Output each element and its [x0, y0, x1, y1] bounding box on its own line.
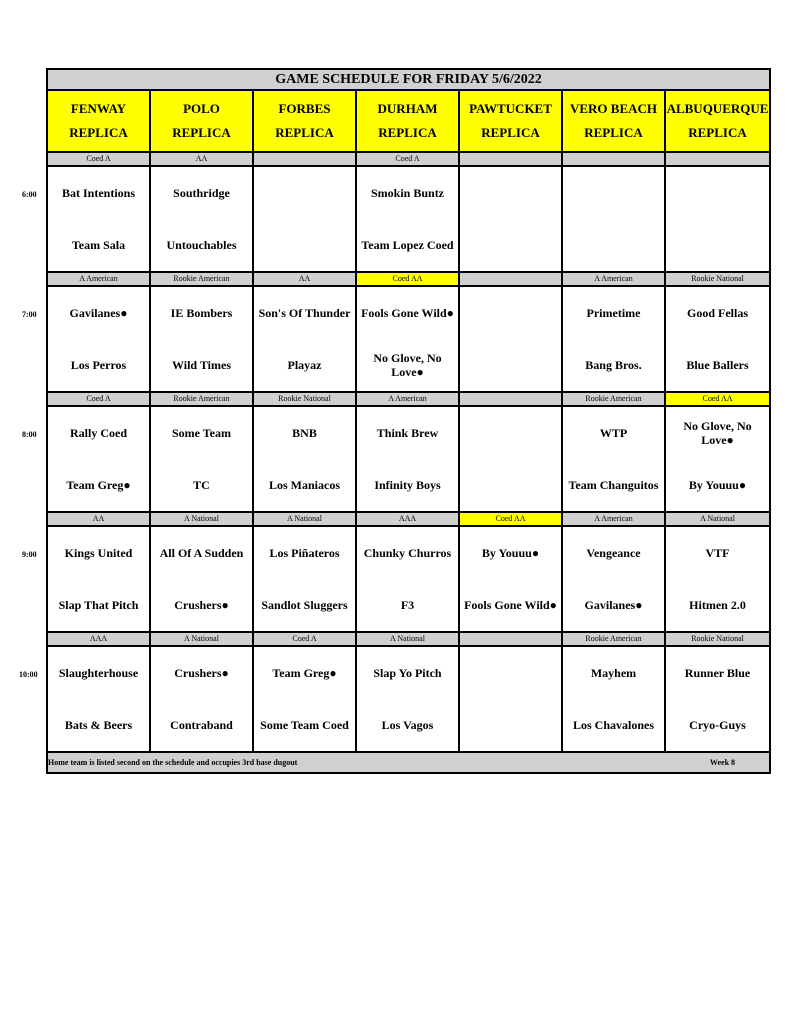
field-header-vero-beach: [562, 90, 665, 152]
division-label: Rookie American: [562, 632, 665, 646]
field-subtitle: REPLICA: [172, 125, 231, 140]
division-label: AAA: [356, 512, 459, 526]
division-label: A American: [562, 272, 665, 286]
game-cell: [665, 526, 770, 632]
field-subtitle: REPLICA: [275, 125, 334, 140]
home-team: Infinity Boys: [374, 478, 441, 492]
away-team: Gavilanes●: [69, 306, 128, 320]
division-label: Coed A: [356, 152, 459, 166]
game-cell: [253, 526, 356, 632]
game-cell: [150, 286, 253, 392]
away-team: [254, 167, 355, 219]
schedule-table: [46, 68, 771, 774]
home-team: [666, 219, 769, 271]
away-team: Runner Blue: [684, 666, 751, 680]
game-cell: [47, 286, 150, 392]
away-team: BNB: [292, 426, 317, 440]
field-header-pawtucket: [459, 90, 562, 152]
home-team: [460, 699, 561, 751]
time-label: 9:00: [22, 550, 37, 559]
division-row: [47, 512, 770, 526]
home-team: Hitmen 2.0: [689, 598, 746, 612]
home-team: Slap That Pitch: [58, 598, 139, 612]
game-row: [47, 406, 770, 512]
away-team: Kings United: [64, 546, 133, 560]
away-team: Smokin Buntz: [370, 186, 445, 200]
away-team: Rally Coed: [70, 426, 127, 440]
home-team: Team Greg●: [66, 478, 131, 492]
division-label: Rookie American: [150, 392, 253, 406]
home-team: [460, 459, 561, 511]
home-team: Playaz: [287, 358, 322, 372]
field-name: ALBUQUERQUE: [666, 101, 769, 116]
field-header-fenway: [47, 90, 150, 152]
division-label: Coed A: [47, 152, 150, 166]
away-team: Team Greg●: [272, 666, 337, 680]
division-label: A National: [253, 512, 356, 526]
home-team: Some Team Coed: [260, 718, 349, 732]
away-team: Slap Yo Pitch: [373, 666, 442, 680]
game-cell: [665, 166, 770, 272]
game-cell: [459, 646, 562, 752]
away-team: Slaughterhouse: [58, 666, 139, 680]
game-cell: [665, 646, 770, 752]
game-cell: [562, 406, 665, 512]
division-row: [47, 152, 770, 166]
away-team: Think Brew: [376, 426, 439, 440]
field-name: POLO: [183, 101, 220, 116]
field-name: DURHAM: [377, 101, 438, 116]
division-label: [459, 152, 562, 166]
division-label: A National: [665, 512, 770, 526]
away-team: Vengeance: [586, 546, 641, 560]
game-cell: [562, 526, 665, 632]
game-cell: [253, 646, 356, 752]
away-team: Bat Intentions: [61, 186, 135, 200]
division-label: A American: [47, 272, 150, 286]
game-cell: [562, 166, 665, 272]
division-label: A National: [150, 632, 253, 646]
home-team: TC: [193, 478, 210, 492]
division-label: Rookie National: [665, 632, 770, 646]
home-team: [460, 339, 561, 391]
away-team: Southridge: [173, 186, 230, 200]
game-cell: [356, 646, 459, 752]
game-cell: [253, 286, 356, 392]
field-header-row: [47, 90, 770, 152]
away-team: All Of A Sudden: [159, 546, 244, 560]
field-subtitle: REPLICA: [481, 125, 540, 140]
field-subtitle: REPLICA: [688, 125, 747, 140]
division-label: Coed A: [47, 392, 150, 406]
game-cell: [562, 286, 665, 392]
division-label: AA: [253, 272, 356, 286]
footer-cell: [47, 752, 770, 773]
time-label: 10:00: [19, 670, 38, 679]
home-team: Los Vagos: [381, 718, 434, 732]
home-team: Los Chavalones: [572, 718, 655, 732]
game-row: [47, 526, 770, 632]
footer-note: Home team is listed second on the schedule and occupies 3rd base dugout: [48, 758, 298, 767]
away-team: Chunky Churros: [363, 546, 452, 560]
home-team: Bang Bros.: [585, 358, 642, 372]
away-team: Some Team: [171, 426, 231, 440]
away-team: VTF: [705, 546, 730, 560]
game-cell: [150, 406, 253, 512]
division-label: A National: [356, 632, 459, 646]
game-cell: [459, 406, 562, 512]
away-team: No Glove, No Love●: [683, 419, 752, 447]
home-team: Contraband: [170, 718, 233, 732]
time-label: 8:00: [22, 430, 37, 439]
home-team: Gavilanes●: [584, 598, 643, 612]
home-team: F3: [400, 598, 415, 612]
week-label: Week 8: [709, 758, 736, 767]
away-team: Crushers●: [174, 666, 229, 680]
away-team: [460, 407, 561, 459]
division-label: Rookie American: [562, 392, 665, 406]
home-team: By Youuu●: [688, 478, 747, 492]
time-label: 7:00: [22, 310, 37, 319]
schedule-title: GAME SCHEDULE FOR FRIDAY 5/6/2022: [47, 69, 770, 90]
field-header-durham: [356, 90, 459, 152]
home-team: [254, 219, 355, 271]
away-team: By Youuu●: [481, 546, 540, 560]
field-subtitle: REPLICA: [584, 125, 643, 140]
field-name: FENWAY: [70, 101, 127, 116]
game-cell: [47, 526, 150, 632]
away-team: [666, 167, 769, 219]
home-team: No Glove, No Love●: [373, 351, 442, 379]
division-label: AAA: [47, 632, 150, 646]
division-label: A American: [356, 392, 459, 406]
division-label: AA: [150, 152, 253, 166]
division-label: A National: [150, 512, 253, 526]
home-team: Team Changuitos: [568, 478, 659, 492]
division-label: AA: [47, 512, 150, 526]
game-cell: [356, 166, 459, 272]
game-cell: [356, 286, 459, 392]
away-team: Son's Of Thunder: [258, 306, 351, 320]
away-team: [460, 167, 561, 219]
game-cell: [459, 526, 562, 632]
away-team: [563, 167, 664, 219]
field-subtitle: REPLICA: [378, 125, 437, 140]
division-row: [47, 632, 770, 646]
division-label: Coed A: [253, 632, 356, 646]
division-label: Coed AA: [356, 272, 459, 286]
game-cell: [665, 406, 770, 512]
home-team: Crushers●: [174, 598, 229, 612]
home-team: [460, 219, 561, 271]
game-row: [47, 646, 770, 752]
home-team: Team Sala: [71, 238, 126, 252]
division-label: A American: [562, 512, 665, 526]
division-label: [459, 632, 562, 646]
game-cell: [253, 166, 356, 272]
division-label: [253, 152, 356, 166]
game-cell: [47, 646, 150, 752]
home-team: Bats & Beers: [64, 718, 133, 732]
game-cell: [253, 406, 356, 512]
game-cell: [47, 406, 150, 512]
division-label: Rookie National: [665, 272, 770, 286]
field-header-forbes: [253, 90, 356, 152]
home-team: Cryo-Guys: [689, 718, 746, 732]
division-row: [47, 392, 770, 406]
field-name: FORBES: [278, 101, 331, 116]
game-row: [47, 166, 770, 272]
game-cell: [562, 646, 665, 752]
away-team: Primetime: [586, 306, 641, 320]
home-team: Fools Gone Wild●: [464, 598, 557, 612]
home-team: Wild Times: [171, 358, 232, 372]
home-team: Los Perros: [70, 358, 127, 372]
away-team: [460, 647, 561, 699]
field-header-polo: [150, 90, 253, 152]
home-team: Untouchables: [166, 238, 237, 252]
game-cell: [459, 166, 562, 272]
division-row: [47, 272, 770, 286]
game-cell: [150, 646, 253, 752]
game-cell: [47, 166, 150, 272]
title-row: [47, 69, 770, 90]
field-name: VERO BEACH: [569, 101, 658, 116]
away-team: Mayhem: [590, 666, 637, 680]
game-cell: [459, 286, 562, 392]
home-team: Blue Ballers: [686, 358, 749, 372]
game-cell: [356, 406, 459, 512]
division-label: [562, 152, 665, 166]
away-team: Los Piñateros: [269, 546, 340, 560]
field-name: PAWTUCKET: [469, 101, 552, 116]
division-label: Rookie American: [150, 272, 253, 286]
field-header-albuquerque: [665, 90, 770, 152]
game-cell: [665, 286, 770, 392]
field-subtitle: REPLICA: [69, 125, 128, 140]
away-team: IE Bombers: [170, 306, 233, 320]
home-team: [563, 219, 664, 271]
home-team: Team Lopez Coed: [361, 238, 454, 252]
division-label: Rookie National: [253, 392, 356, 406]
footer-row: [47, 752, 770, 773]
game-row: [47, 286, 770, 392]
home-team: Sandlot Sluggers: [261, 598, 348, 612]
away-team: WTP: [599, 426, 628, 440]
division-label: [459, 272, 562, 286]
game-cell: [150, 526, 253, 632]
game-cell: [150, 166, 253, 272]
game-cell: [356, 526, 459, 632]
away-team: Good Fellas: [687, 306, 749, 320]
division-label: Coed AA: [665, 392, 770, 406]
away-team: [460, 287, 561, 339]
time-label: 6:00: [22, 190, 37, 199]
division-label: Coed AA: [459, 512, 562, 526]
division-label: [665, 152, 770, 166]
division-label: [459, 392, 562, 406]
away-team: Fools Gone Wild●: [361, 306, 454, 320]
home-team: Los Maniacos: [268, 478, 340, 492]
